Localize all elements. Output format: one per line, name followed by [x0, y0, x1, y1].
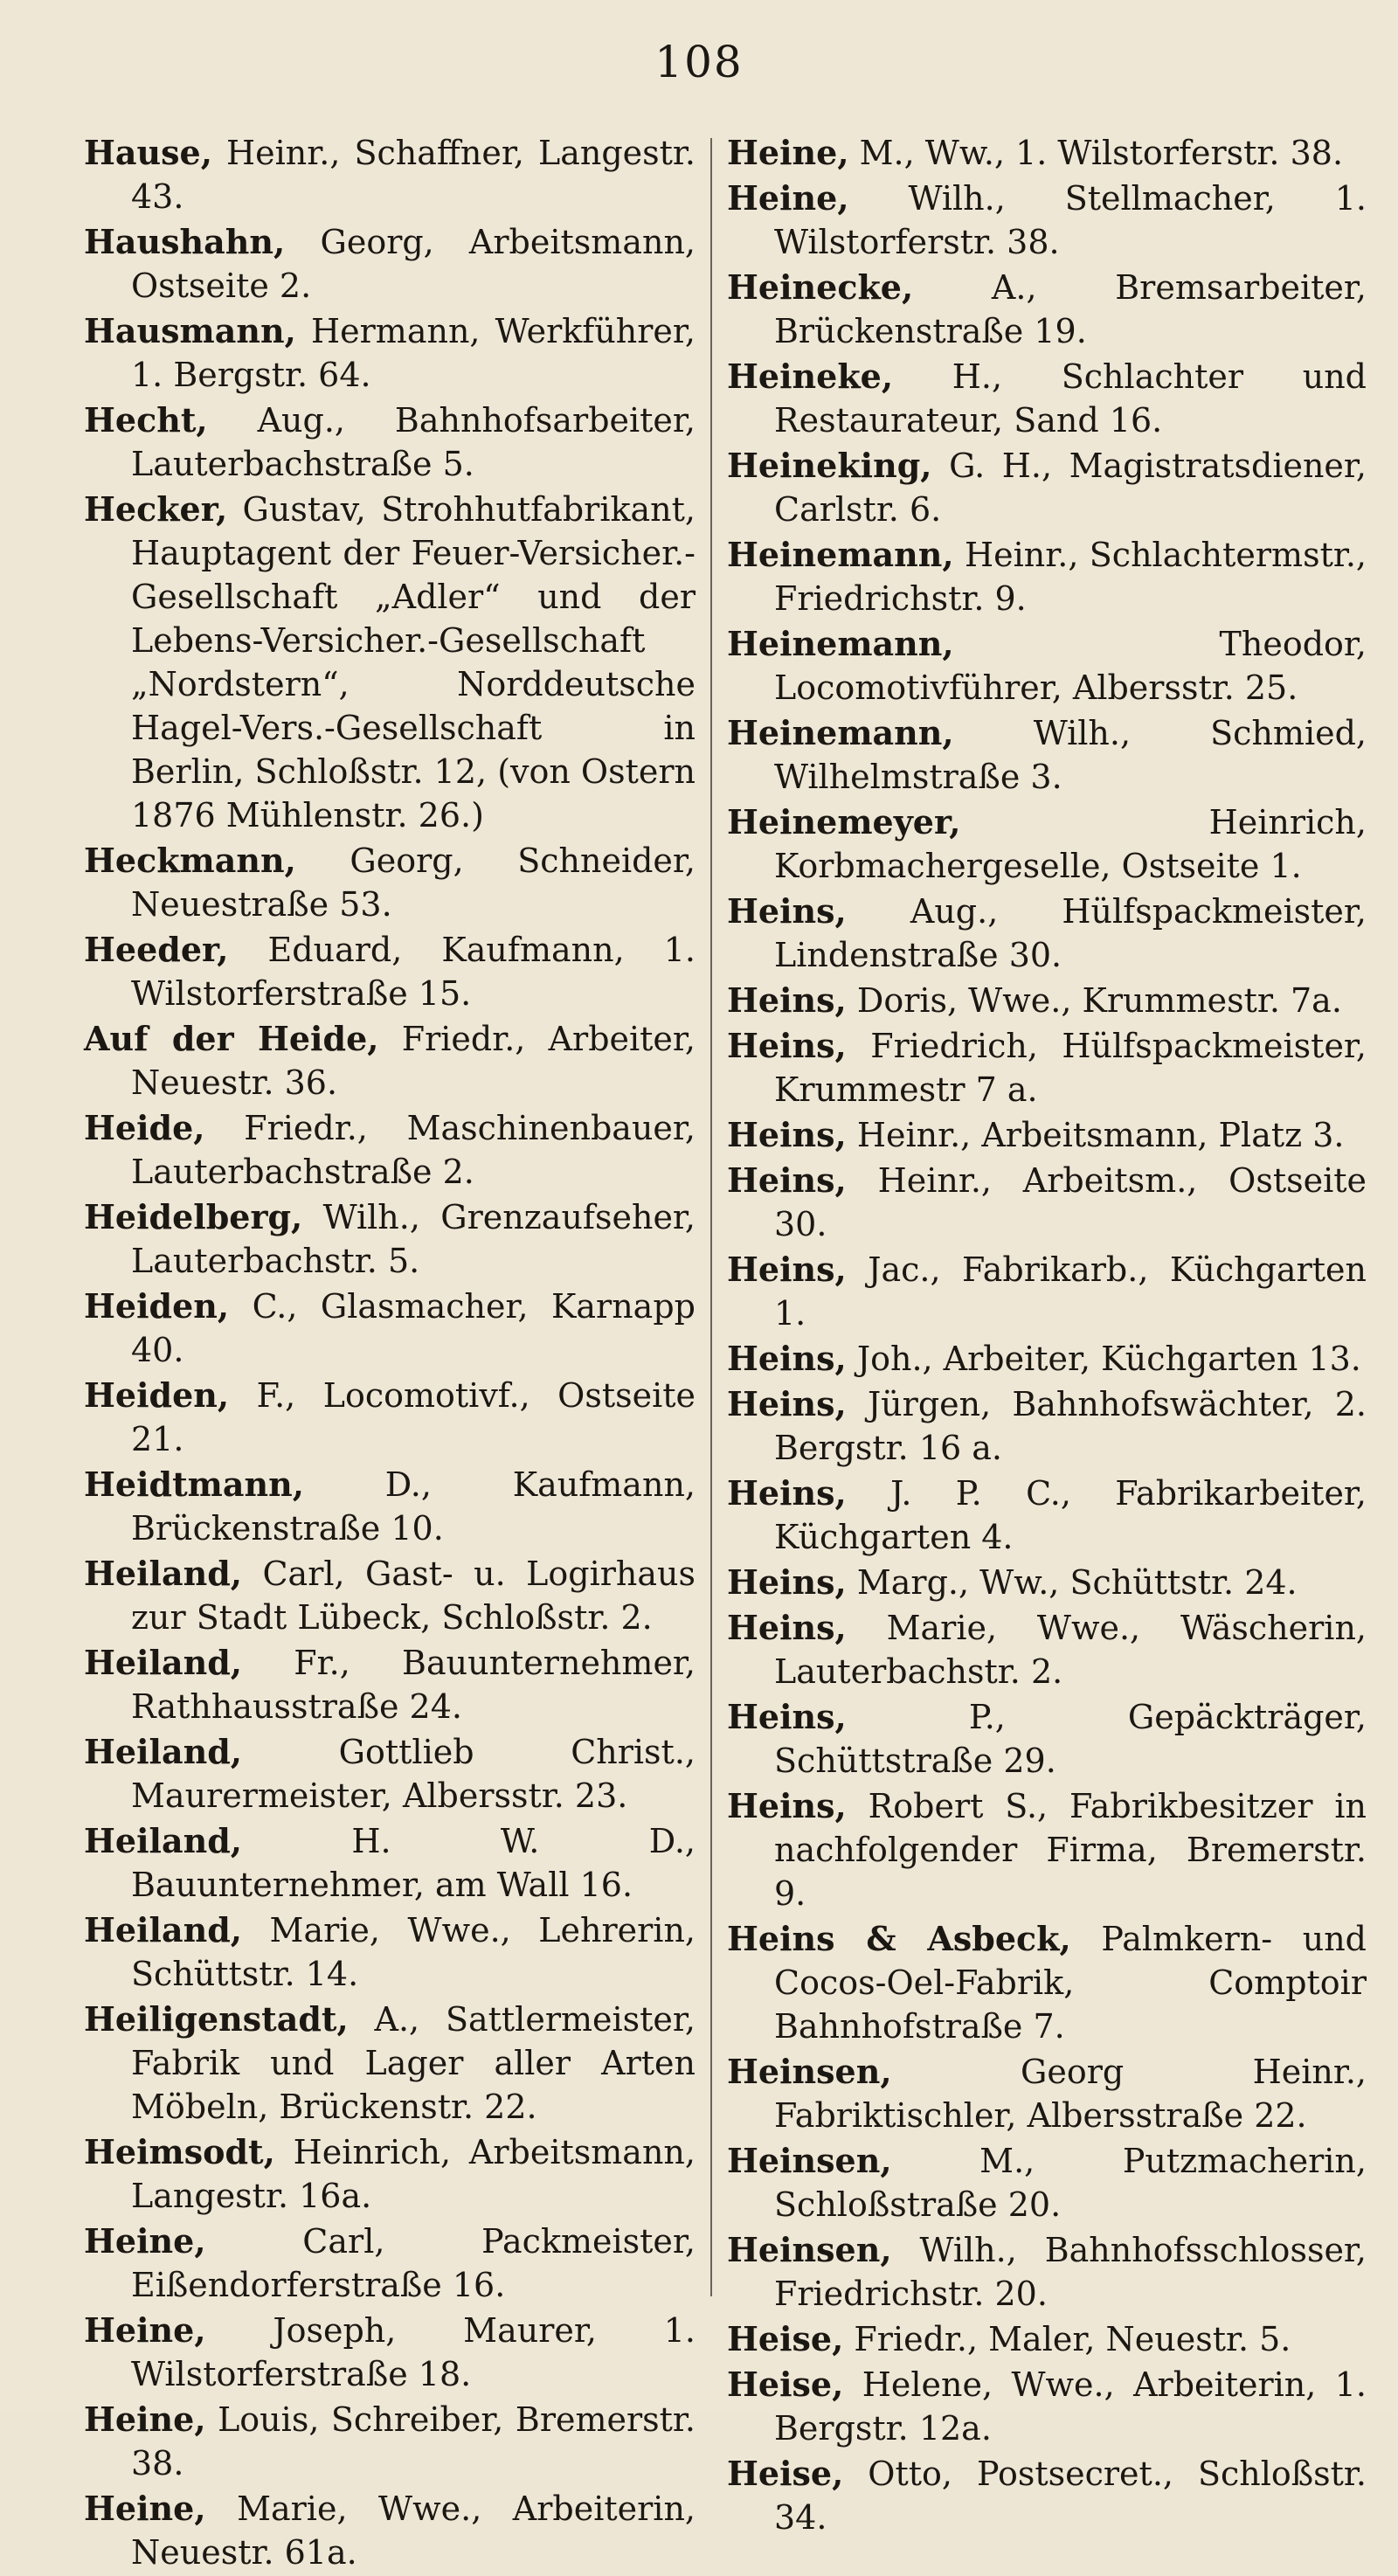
entry-details: Aug., Bahnhofsarbeiter, Lauterbachstraße 5.: [131, 401, 696, 483]
directory-entry: [727, 1337, 1367, 1381]
entry-name: Heine,: [84, 2399, 206, 2439]
entry-name: Heidtmann,: [84, 1465, 304, 1504]
entry-details: Heinr., Arbeitsm., Ostseite 30.: [774, 1161, 1367, 1243]
entry-details: Georg, Arbeitsmann, Ostseite 2.: [131, 223, 696, 305]
entry-name: Heeder,: [84, 930, 229, 969]
entry-name: Hecker,: [84, 489, 228, 529]
entry-name: Heins,: [727, 980, 847, 1020]
directory-entry: [84, 488, 696, 837]
entry-details: Marg., Ww., Schüttstr. 24.: [846, 1563, 1298, 1602]
column-divider: [710, 138, 712, 2296]
directory-entry: [84, 1819, 696, 1907]
entry-name: Heimsodt,: [84, 2132, 275, 2171]
directory-entry: [84, 220, 696, 308]
entry-details: Louis, Schreiber, Bremerstr. 38.: [131, 2400, 696, 2483]
entry-details: G. H., Magistratsdiener, Carlstr. 6.: [774, 447, 1367, 529]
directory-entry: [727, 2363, 1367, 2450]
directory-entry: [727, 622, 1367, 710]
directory-entry: [727, 533, 1367, 620]
entry-name: Heins,: [727, 1473, 847, 1513]
directory-entry: [84, 398, 696, 486]
entry-details: Aug., Hülfspackmeister, Lindenstraße 30.: [774, 892, 1367, 974]
entry-details: Marie, Wwe., Arbeiterin, Neuestr. 61a.: [131, 2489, 696, 2572]
directory-entry: [84, 1730, 696, 1818]
entry-name: Heiden,: [84, 1375, 230, 1415]
entry-details: F., Locomotivf., Ostseite 21.: [131, 1376, 696, 1458]
entry-name: Hecht,: [84, 400, 208, 440]
entry-details: Carl, Gast- u. Logirhaus zur Stadt Lübeck, Schloßstr. 2.: [131, 1555, 696, 1637]
entry-details: Heinrich, Arbeitsmann, Langestr. 16a.: [131, 2133, 696, 2215]
entry-name: Heinsen,: [727, 2052, 892, 2091]
entry-name: Heins,: [727, 1384, 847, 1423]
entry-name: Heineking,: [727, 446, 932, 485]
directory-entry: [84, 1641, 696, 1728]
entry-name: Heinemann,: [727, 535, 954, 574]
directory-entry: [727, 131, 1367, 175]
entry-details: Marie, Wwe., Wäscherin, Lauterbachstr. 2.: [774, 1609, 1367, 1691]
directory-entry: [727, 2050, 1367, 2137]
entry-details: Friedr., Maler, Neuestr. 5.: [843, 2320, 1291, 2358]
directory-entry: [727, 711, 1367, 799]
entry-details: Gustav, Strohhutfabrikant, Hauptagent der Feuer-Versicher.-Gesellschaft „Adler“ und der Lebens-Versicher.-Gesellschaft „Nordstern“, Norddeutsche Hagel-Vers.-Gesellschaft in Berlin, Schloßstr. 12, (von Ostern 1876 Mühlenstr. 26.): [131, 490, 696, 834]
entry-details: M., Ww., 1. Wilstorferstr. 38.: [848, 134, 1344, 172]
directory-entry: [84, 131, 696, 218]
entry-name: Heins,: [727, 1562, 847, 1602]
entry-name: Heins,: [727, 1339, 847, 1378]
entry-name: Heiland,: [84, 1732, 243, 1771]
entry-name: Haushahn,: [84, 222, 286, 261]
directory-entry: [84, 2130, 696, 2218]
entry-details: Joh., Arbeiter, Küchgarten 13.: [846, 1340, 1361, 1378]
directory-entry: [84, 2219, 696, 2307]
entry-details: Jürgen, Bahnhofswächter, 2. Bergstr. 16 a.: [774, 1385, 1367, 1467]
directory-entry: [84, 1017, 696, 1104]
entry-details: Georg Heinr., Fabriktischler, Albersstraße 22.: [774, 2053, 1367, 2135]
entry-details: J. P. C., Fabrikarbeiter, Küchgarten 4.: [774, 1474, 1367, 1556]
entry-details: C., Glasmacher, Karnapp 40.: [131, 1287, 696, 1369]
entry-name: Heiland,: [84, 1554, 243, 1593]
entry-name: Heiland,: [84, 1643, 243, 1682]
directory-entry: [727, 2452, 1367, 2539]
entry-name: Heise,: [727, 2319, 844, 2358]
entry-name: Heise,: [727, 2365, 844, 2404]
entry-name: Heinsen,: [727, 2141, 892, 2180]
entry-name: Heinemann,: [727, 624, 954, 663]
entry-details: Heinr., Schaffner, Langestr. 43.: [131, 134, 696, 216]
directory-entry: [727, 444, 1367, 531]
entry-details: M., Putzmacherin, Schloßstraße 20.: [774, 2142, 1367, 2224]
directory-entry: [84, 1285, 696, 1372]
entry-name: Hause,: [84, 133, 212, 172]
entry-details: Friedr., Maschinenbauer, Lauterbachstraße 2.: [131, 1109, 696, 1191]
entry-details: Fr., Bauunternehmer, Rathhausstraße 24.: [131, 1644, 696, 1726]
directory-entry: [727, 2228, 1367, 2316]
entry-details: Wilh., Bahnhofsschlosser, Friedrichstr. 20.: [774, 2231, 1367, 2313]
entry-name: Heins,: [727, 1608, 847, 1647]
entry-name: Heins,: [727, 1026, 847, 1065]
entry-name: Heine,: [727, 133, 849, 172]
entry-name: Heidelberg,: [84, 1197, 303, 1236]
entry-name: Heins & Asbeck,: [727, 1919, 1071, 1958]
directory-entry: [84, 309, 696, 397]
directory-entry: [84, 2398, 696, 2485]
entry-details: Palmkern- und Cocos-Oel-Fabrik, Comptoir Bahnhofstraße 7.: [774, 1920, 1367, 2046]
entry-name: Heiland,: [84, 1821, 243, 1860]
entry-name: Auf der Heide,: [84, 1019, 379, 1058]
entry-name: Heins,: [727, 1115, 847, 1154]
entry-details: Carl, Packmeister, Eißendorferstraße 16.: [131, 2222, 696, 2304]
entry-name: Heins,: [727, 1250, 847, 1289]
entry-details: Jac., Fabrikarb., Küchgarten 1.: [774, 1250, 1367, 1333]
directory-entry: [727, 890, 1367, 977]
entry-name: Hausmann,: [84, 311, 296, 350]
directory-entry: [84, 2487, 696, 2574]
entry-details: Doris, Wwe., Krummestr. 7a.: [846, 981, 1342, 1020]
entry-details: Georg, Schneider, Neuestraße 53.: [131, 841, 696, 924]
directory-entry: [727, 266, 1367, 353]
directory-entry: [727, 1159, 1367, 1246]
directory-entry: [727, 1113, 1367, 1157]
directory-entry: [727, 1382, 1367, 1470]
directory-entry: [84, 1195, 696, 1283]
directory-entry: [727, 2317, 1367, 2361]
entry-details: Heinr., Schlachtermstr., Friedrichstr. 9.: [774, 536, 1367, 618]
entry-details: Wilh., Stellmacher, 1. Wilstorferstr. 38.: [774, 179, 1367, 261]
entry-details: Marie, Wwe., Lehrerin, Schüttstr. 14.: [131, 1911, 696, 1993]
directory-entry: [84, 1374, 696, 1461]
entry-details: D., Kaufmann, Brückenstraße 10.: [131, 1465, 696, 1548]
entry-name: Heise,: [727, 2454, 844, 2493]
entry-name: Heiland,: [84, 1910, 243, 1949]
entry-details: Gottlieb Christ., Maurermeister, Albersstr. 23.: [131, 1733, 696, 1815]
directory-entry: [727, 1561, 1367, 1604]
directory-entry: [84, 2309, 696, 2396]
entry-name: Heinsen,: [727, 2230, 892, 2269]
entry-name: Heiden,: [84, 1286, 230, 1326]
entry-name: Heins,: [727, 1160, 847, 1200]
entry-details: H., Schlachter und Restaurateur, Sand 16.: [774, 357, 1367, 440]
entry-details: Eduard, Kaufmann, 1. Wilstorferstraße 15.: [131, 931, 696, 1013]
directory-entry: [727, 1024, 1367, 1111]
directory-entry: [84, 839, 696, 926]
directory-entry: [84, 928, 696, 1015]
directory-entry: [727, 355, 1367, 442]
entry-name: Heinemann,: [727, 713, 954, 752]
entry-details: Theodor, Locomotivführer, Albersstr. 25.: [774, 625, 1367, 707]
directory-entry: [84, 1908, 696, 1996]
directory-entry: [727, 1695, 1367, 1783]
directory-entry: [727, 979, 1367, 1022]
entry-name: Heine,: [84, 2310, 206, 2350]
entry-details: Friedr., Arbeiter, Neuestr. 36.: [131, 1020, 696, 1102]
entry-name: Heins,: [727, 1697, 847, 1736]
directory-entry: [727, 1472, 1367, 1559]
entry-details: Heinr., Arbeitsmann, Platz 3.: [846, 1116, 1345, 1154]
entry-details: Hermann, Werkführer, 1. Bergstr. 64.: [131, 312, 696, 394]
entry-details: Heinrich, Korbmachergeselle, Ostseite 1.: [774, 803, 1367, 885]
directory-entry: [84, 1106, 696, 1194]
directory-entry: [84, 1552, 696, 1639]
page-number: 108: [654, 37, 744, 87]
entry-details: Otto, Postsecret., Schloßstr. 34.: [774, 2455, 1367, 2537]
entry-details: P., Gepäckträger, Schüttstraße 29.: [774, 1698, 1367, 1780]
entry-name: Heins,: [727, 891, 847, 931]
entry-details: H. W. D., Bauunternehmer, am Wall 16.: [131, 1822, 696, 1904]
directory-entry: [84, 1998, 696, 2129]
entry-name: Heiligenstadt,: [84, 1999, 349, 2039]
directory-entry: [727, 1606, 1367, 1693]
directory-entry: [727, 1248, 1367, 1335]
entry-details: Wilh., Schmied, Wilhelmstraße 3.: [774, 714, 1367, 796]
entry-name: Heinecke,: [727, 267, 914, 307]
entry-details: Wilh., Grenzaufseher, Lauterbachstr. 5.: [131, 1198, 696, 1280]
entry-details: Robert S., Fabrikbesitzer in nachfolgender Firma, Bremerstr. 9.: [774, 1787, 1367, 1913]
entry-name: Heckmann,: [84, 841, 296, 880]
directory-entry: [727, 2139, 1367, 2226]
directory-entry: [84, 1463, 696, 1550]
entry-name: Heine,: [84, 2221, 206, 2261]
left-column: [84, 131, 696, 2576]
entry-details: A., Bremsarbeiter, Brückenstraße 19.: [774, 268, 1367, 350]
entry-details: A., Sattlermeister, Fabrik und Lager aller Arten Möbeln, Brückenstr. 22.: [131, 2000, 696, 2126]
right-column: [727, 131, 1367, 2541]
directory-entry: [727, 800, 1367, 888]
entry-name: Heine,: [84, 2489, 206, 2528]
entry-name: Heinemeyer,: [727, 802, 961, 841]
entry-details: Friedrich, Hülfspackmeister, Krummestr 7 a.: [774, 1027, 1367, 1109]
entry-details: Helene, Wwe., Arbeiterin, 1. Bergstr. 12a.: [774, 2365, 1367, 2448]
directory-entry: [727, 1917, 1367, 2048]
directory-entry: [727, 1784, 1367, 1915]
entry-name: Heineke,: [727, 357, 894, 396]
entry-details: Joseph, Maurer, 1. Wilstorferstraße 18.: [131, 2311, 696, 2393]
entry-name: Heins,: [727, 1786, 847, 1825]
entry-name: Heine,: [727, 178, 849, 218]
entry-name: Heide,: [84, 1108, 205, 1147]
directory-entry: [727, 177, 1367, 264]
